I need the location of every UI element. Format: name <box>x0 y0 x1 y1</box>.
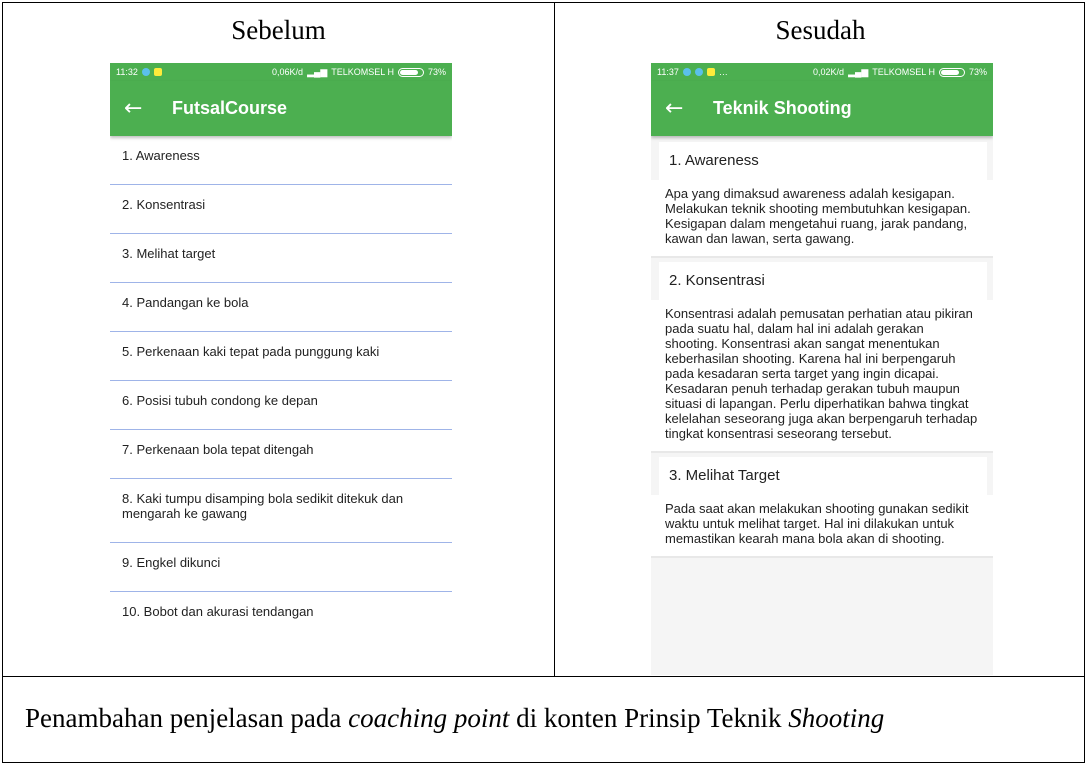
list-item[interactable]: 1. Awareness <box>110 136 452 185</box>
back-arrow-icon[interactable]: ← <box>124 96 143 121</box>
signal-icon: ▂▄▆ <box>848 66 869 77</box>
status-bar <box>110 63 452 81</box>
after-screenshot <box>651 63 993 675</box>
section-konsentrasi <box>651 262 993 453</box>
signal-icon: ▂▄▆ <box>307 66 328 77</box>
more-notifications-icon: … <box>718 67 728 77</box>
list-item[interactable]: 5. Perkenaan kaki tepat pada punggung kaki <box>110 332 452 381</box>
section-body: Apa yang dimaksud awareness adalah kesigapan. Melakukan teknik shooting membutuhkan kesigapan. Kesigapan dalam mengetahui ruang, jarak pandang, kawan dan lawan, serta gawang. <box>651 180 993 258</box>
section-melihat-target <box>651 457 993 558</box>
section-body: Pada saat akan melakukan shooting gunakan sedikit waktu untuk melihat target. Hal ini dilakukan untuk memastikan kearah mana bola akan di shooting. <box>651 495 993 558</box>
notification-icon <box>154 68 162 76</box>
comparison-table <box>2 2 1085 763</box>
list-item[interactable]: 8. Kaki tumpu disamping bola sedikit ditekuk dan mengarah ke gawang <box>110 479 452 543</box>
carrier-name: TELKOMSEL H <box>872 67 935 77</box>
caption-text: Penambahan penjelasan pada <box>25 703 349 733</box>
list-item[interactable]: 7. Perkenaan bola tepat ditengah <box>110 430 452 479</box>
location-icon <box>142 68 150 76</box>
app-bar <box>110 81 452 136</box>
section-title: 1. Awareness <box>659 142 987 180</box>
before-screenshot <box>110 63 452 635</box>
notification-icon <box>707 68 715 76</box>
sync-icon <box>695 68 703 76</box>
column-divider <box>554 3 555 676</box>
carrier-name: TELKOMSEL H <box>331 67 394 77</box>
list-item[interactable]: 2. Konsentrasi <box>110 185 452 234</box>
list-item[interactable]: 10. Bobot dan akurasi tendangan <box>110 592 452 635</box>
battery-icon <box>939 68 965 77</box>
battery-level: 73% <box>968 67 987 77</box>
back-arrow-icon[interactable]: ← <box>665 96 684 121</box>
status-bar <box>651 63 993 81</box>
list-item[interactable]: 4. Pandangan ke bola <box>110 283 452 332</box>
section-title: 2. Konsentrasi <box>659 262 987 300</box>
section-body: Konsentrasi adalah pemusatan perhatian atau pikiran pada suatu hal, dalam hal ini adalah gerakan shooting. Konsentrasi akan sangat menentukan keberhasilan shooting. Karena hal ini berpengaruh pada kesadaran serta target yang ingin dicapai. Kesadaran penuh terhadap gerakan tubuh maupun situasi di lapangan. Perlu diperhatikan bahwa tingkat kelelahan seseorang juga akan berpengaruh terhadap tingkat konsentrasi seseorang tersebut. <box>651 300 993 453</box>
clock: 11:37 <box>657 67 679 77</box>
network-speed: 0,06K/d <box>272 67 304 77</box>
list-item[interactable]: 3. Melihat target <box>110 234 452 283</box>
location-icon <box>683 68 691 76</box>
app-title: FutsalCourse <box>172 98 288 118</box>
clock: 11:32 <box>116 67 138 77</box>
caption-italic: coaching point <box>348 703 510 733</box>
section-title: 3. Melihat Target <box>659 457 987 495</box>
battery-icon <box>398 68 424 77</box>
coaching-point-list <box>110 136 452 635</box>
list-item[interactable]: 9. Engkel dikunci <box>110 543 452 592</box>
caption-italic: Shooting <box>788 703 885 733</box>
before-heading: Sebelum <box>231 15 326 45</box>
after-heading: Sesudah <box>775 15 866 45</box>
list-item[interactable]: 6. Posisi tubuh condong ke depan <box>110 381 452 430</box>
caption-text: di konten Prinsip Teknik <box>509 703 789 733</box>
network-speed: 0,02K/d <box>813 67 845 77</box>
app-title: Teknik Shooting <box>713 98 852 118</box>
battery-level: 73% <box>427 67 446 77</box>
figure-caption <box>25 703 1065 734</box>
section-awareness <box>651 142 993 258</box>
app-bar <box>651 81 993 136</box>
row-divider <box>3 676 1084 677</box>
